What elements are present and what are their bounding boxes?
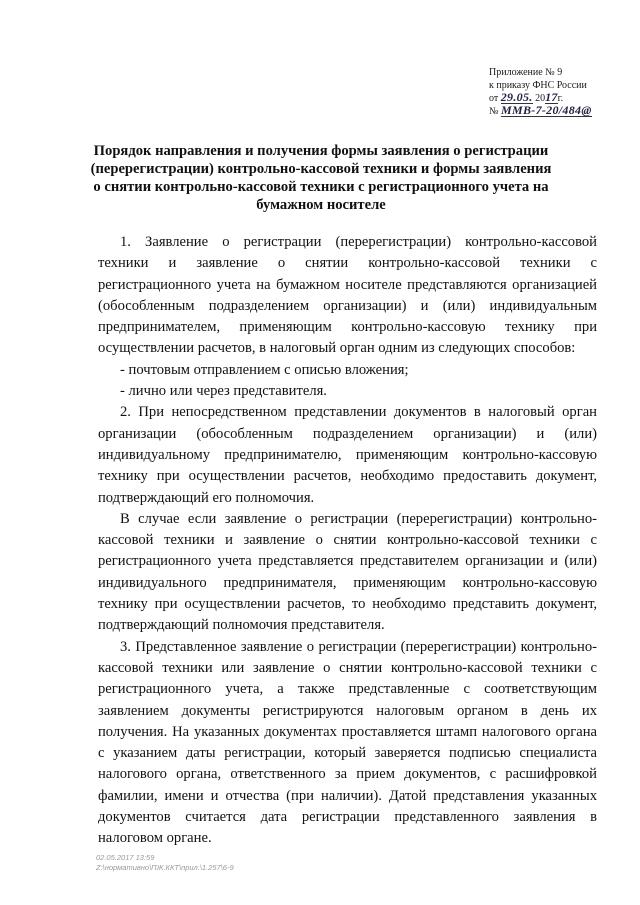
year-suffix: г. [557,93,564,104]
paragraph-1: 1. Заявление о регистрации (перерегистрации) контрольно-кассовой техники и заявление о снятии контрольно-кассовой техники с регистрационного учета на бумажном носителе представляются организацией (обособленным подразделением организации) и (или) индивидуальным предпринимателем, применяющим контрольно-кассовую технику при осуществлении расчетов, в налоговый орган одним из следующих способов: [98,234,597,357]
document-body [98,232,597,850]
appendix-order-ref: к приказу ФНС России [489,80,587,91]
paragraph-2-continued: В случае если заявление о регистрации (перерегистрации) контрольно-кассовой техники и заявление о снятии контрольно-кассовой техники с регистрационного учета представляется представителем организации и (или) индивидуального предпринимателя, применяющим контрольно-кассовую технику при осуществлении расчетов, то необходимо представить документ, подтверждающий полномочия представителя. [98,510,597,634]
appendix-title: Приложение № 9 [489,67,563,78]
handwritten-date: 29.05. [500,90,533,104]
handwritten-order-number: ММВ-7-20/484@ [501,103,592,117]
appendix-header [489,66,629,118]
file-footer [96,853,234,873]
year-prefix: 20 [535,93,546,104]
appendix-number-line [489,105,629,118]
number-prefix: № [489,106,499,117]
date-prefix: от [489,93,499,104]
handwritten-year: 17 [545,90,558,104]
list-item-postal: - почтовым отправлением с описью вложения; [120,361,409,378]
document-title: Порядок направления и получения формы заявления о регистрации (перерегистрации) контрольно-кассовой техники и формы заявления о снятии контрольно-кассовой техники с регистрационного учета на бумажном носителе [90,143,552,213]
paragraph-2: 2. При непосредственном представлении документов в налоговый орган организации (обособленным подразделением организации) и (или) индивидуальному предпринимателю, применяющим контрольно-кассовую технику при осуществлении расчетов, необходимо предоставить документ, подтверждающий его полномочия. [98,404,597,506]
list-item-in-person: - лично или через представителя. [120,383,327,400]
paragraph-3: 3. Представленное заявление о регистрации (перерегистрации) контрольно-кассовой техники или заявление о снятии контрольно-кассовой техники с регистрационного учета, а также представленные с соответствующим заявлением документы регистрируются налоговым органом в день их получения. На указанных документах проставляется штамп налогового органа с указанием даты регистрации, который заверяется подписью специалиста налогового органа, ответственного за прием документов, с расшифровкой фамилии, имени и отчества (при наличии). Датой представления указанных документов считается дата регистрации представленного заявления в налоговом органе. [98,638,597,847]
footer-file-path: Z:\нормативно\ПЖ.ККТ\прил.\1.257\6-9 [96,863,234,872]
footer-timestamp: 02.05.2017 13:59 [96,853,155,862]
